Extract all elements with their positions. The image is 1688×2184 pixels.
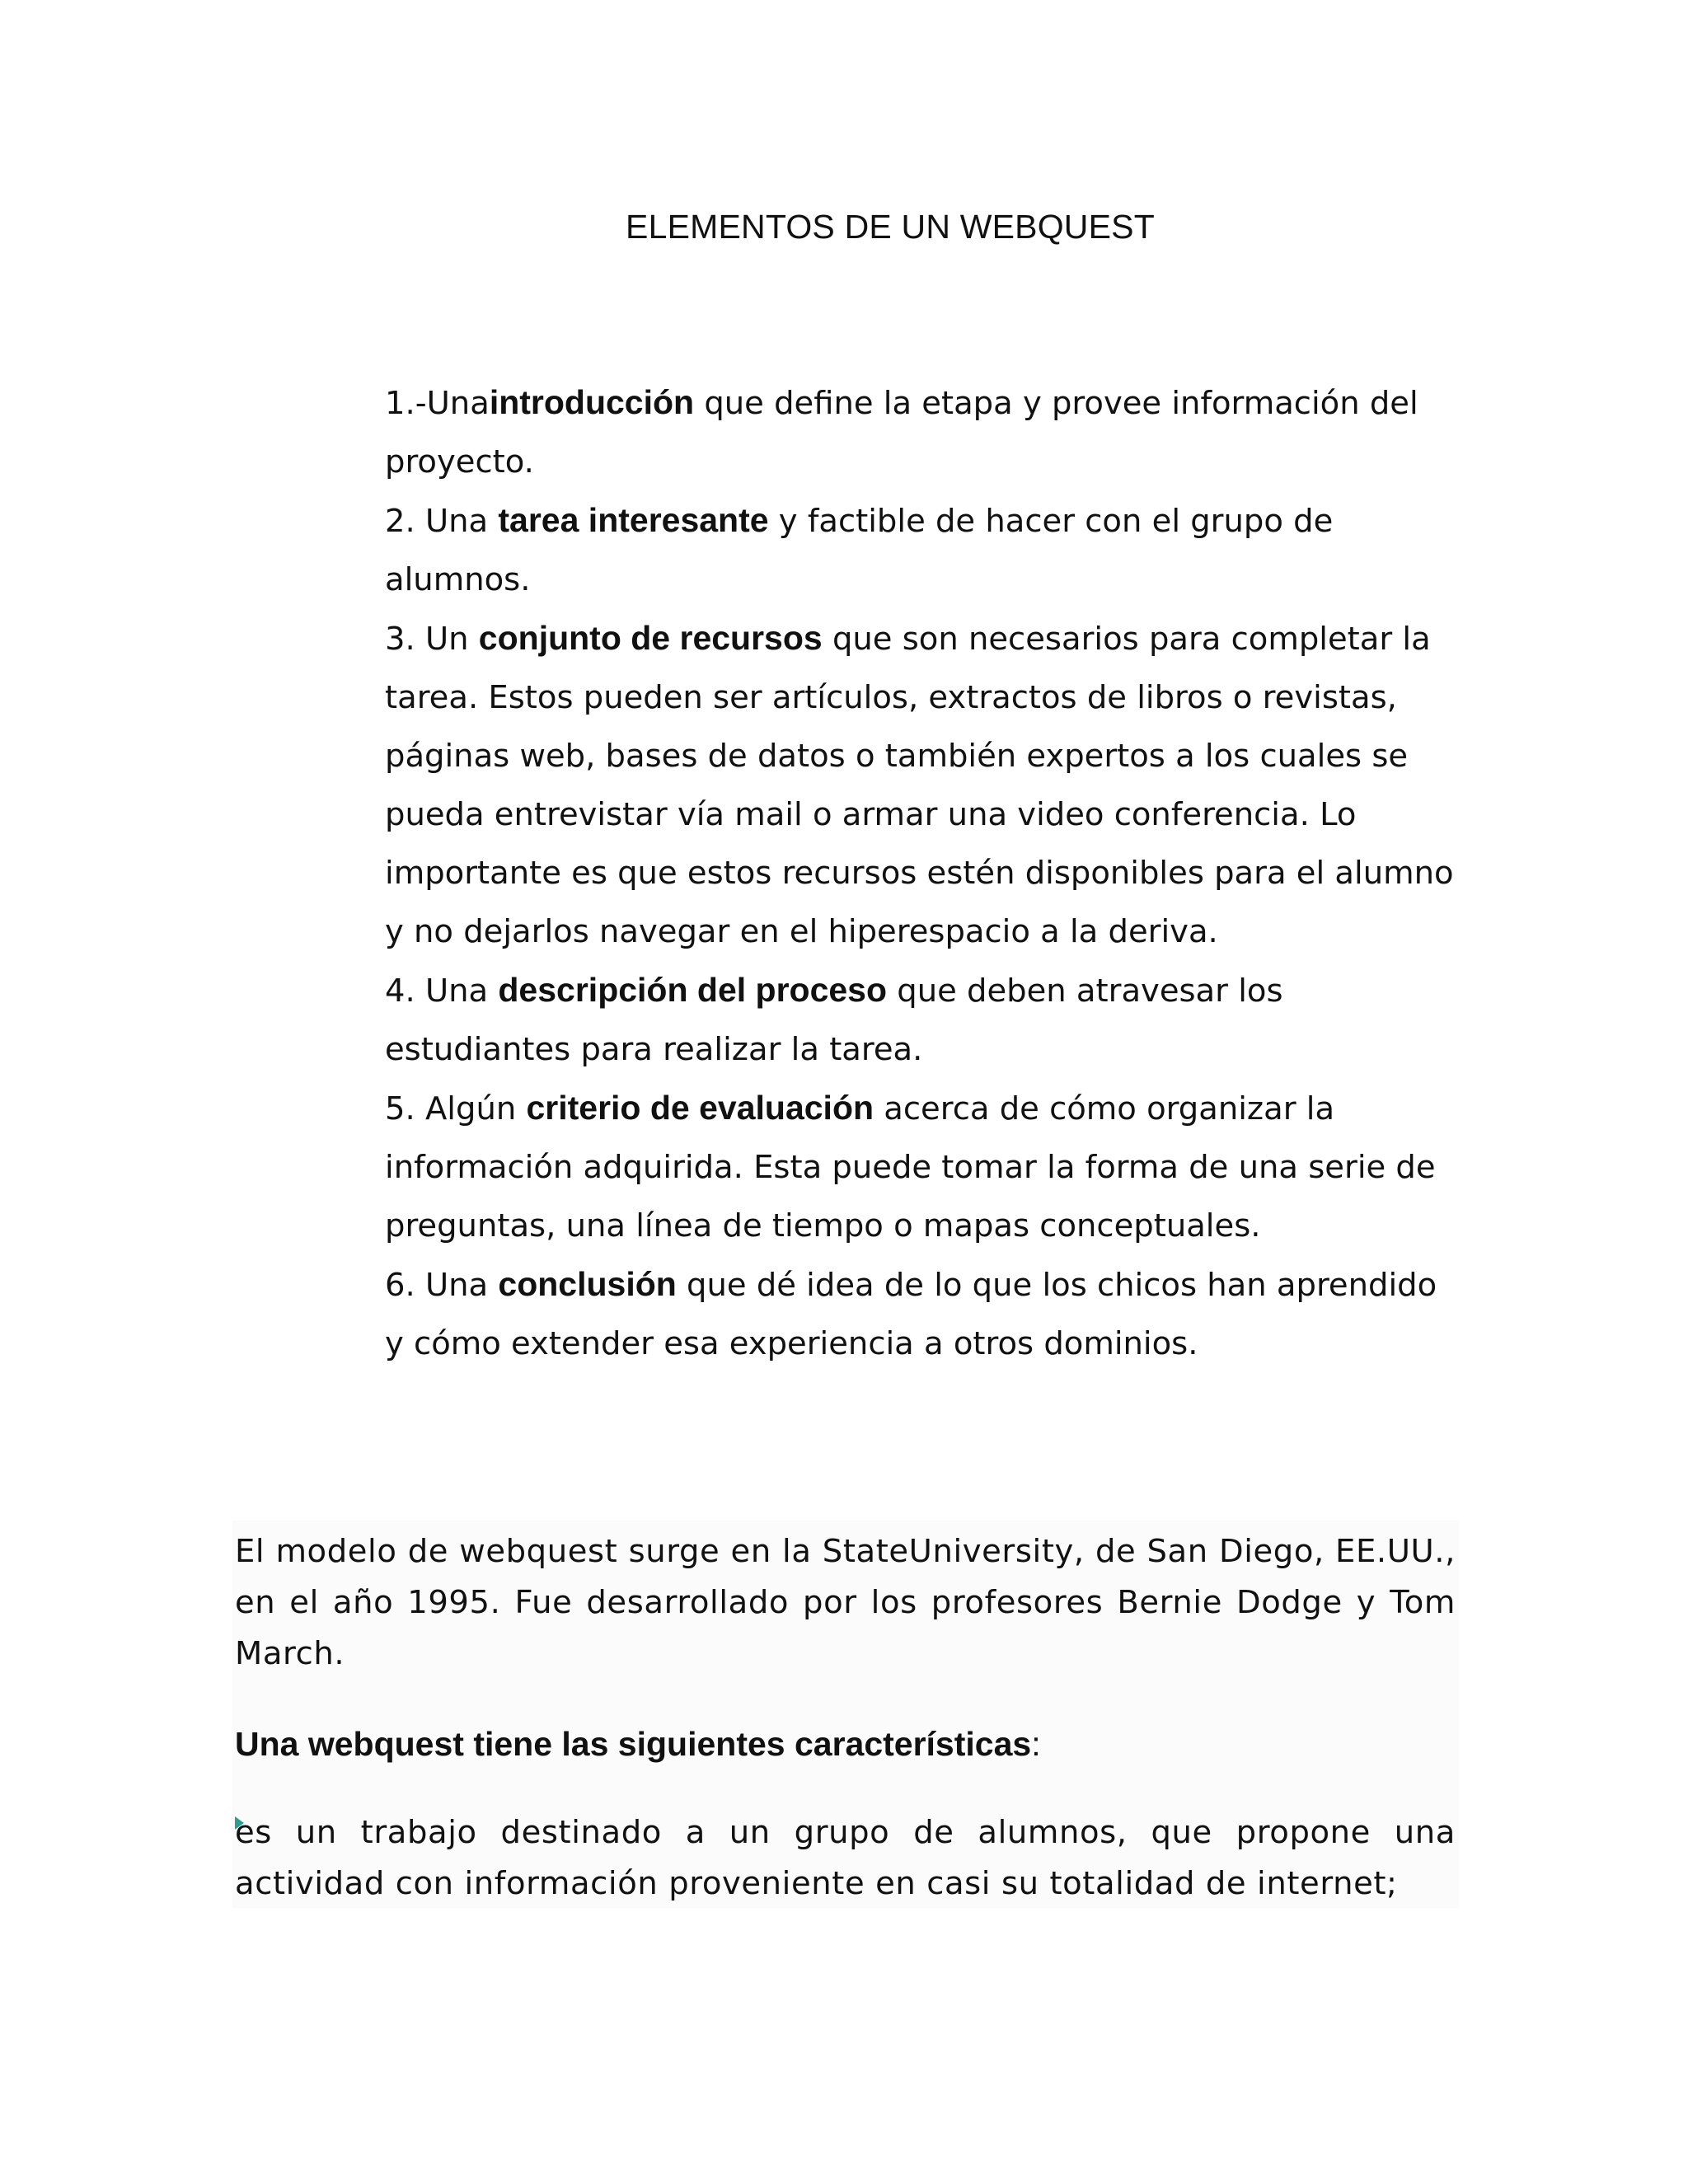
features-heading-colon: : — [1031, 1725, 1041, 1763]
feature-first-line: es un trabajo destinado a un grupo de alumnos, que propone una — [235, 1814, 1456, 1851]
list-item-term: conjunto de recursos — [478, 619, 823, 657]
list-item-prefix: 3. Un — [385, 621, 479, 658]
page-title: ELEMENTOS DE UN WEBQUEST — [626, 208, 1155, 246]
list-item-description: acerca de cómo organizar la información adquirida. Esta puede tomar la forma de una serie de preguntas, una línea de tiempo o mapas conceptuales. — [385, 1090, 1436, 1244]
list-item-description: y factible de hacer con el grupo de alumnos. — [385, 503, 1334, 598]
list-item-conclusion — [385, 1255, 1456, 1373]
feature-paragraph — [235, 1807, 1456, 1910]
list-item-proceso — [385, 961, 1456, 1079]
list-item-recursos — [385, 609, 1456, 961]
webquest-elements-list — [385, 373, 1456, 1373]
list-item-tarea — [385, 491, 1456, 609]
list-item-prefix: 6. Una — [385, 1267, 499, 1304]
list-item-term: tarea interesante — [498, 501, 769, 539]
list-item-term: descripción del proceso — [498, 971, 888, 1009]
list-item-description: que dé idea de lo que los chicos han aprendido y cómo extender esa experiencia a otros dominios. — [385, 1267, 1437, 1362]
list-item-prefix: 4. Una — [385, 972, 499, 1010]
list-item-prefix: 2. Una — [385, 503, 499, 540]
features-heading-text: Una webquest tiene las siguientes características — [235, 1725, 1032, 1763]
list-item-introduccion — [385, 373, 1456, 491]
feature-rest-line: actividad con información proveniente en casi su totalidad de internet; — [235, 1865, 1398, 1902]
list-item-description: que son necesarios para completar la tarea. Estos pueden ser artículos, extractos de libros o revistas, páginas web, bases de datos o también expertos a los cuales se pueda entrevistar vía mail o armar una video conferencia. Lo importante es que estos recursos estén disponibles para el alumno y no dejarlos navegar en el hiperespacio a la deriva. — [385, 621, 1454, 950]
list-item-evaluacion — [385, 1079, 1456, 1255]
list-item-term: introducción — [489, 383, 695, 421]
list-item-term: criterio de evaluación — [526, 1089, 874, 1127]
list-item-prefix: 5. Algún — [385, 1090, 527, 1127]
list-item-prefix: 1.-Una — [385, 385, 490, 422]
features-heading — [235, 1721, 1041, 1767]
history-paragraph: El modelo de webquest surge en la StateUniversity, de San Diego, EE.UU., en el año 1995. Fue desarrollado por los profesores Bernie Dodge y Tom March. — [235, 1533, 1456, 1672]
list-item-term: conclusión — [498, 1265, 677, 1303]
list-item-description: que deben atravesar los estudiantes para realizar la tarea. — [385, 972, 1283, 1068]
list-item-description: que define la etapa y provee información del proyecto. — [385, 385, 1418, 480]
